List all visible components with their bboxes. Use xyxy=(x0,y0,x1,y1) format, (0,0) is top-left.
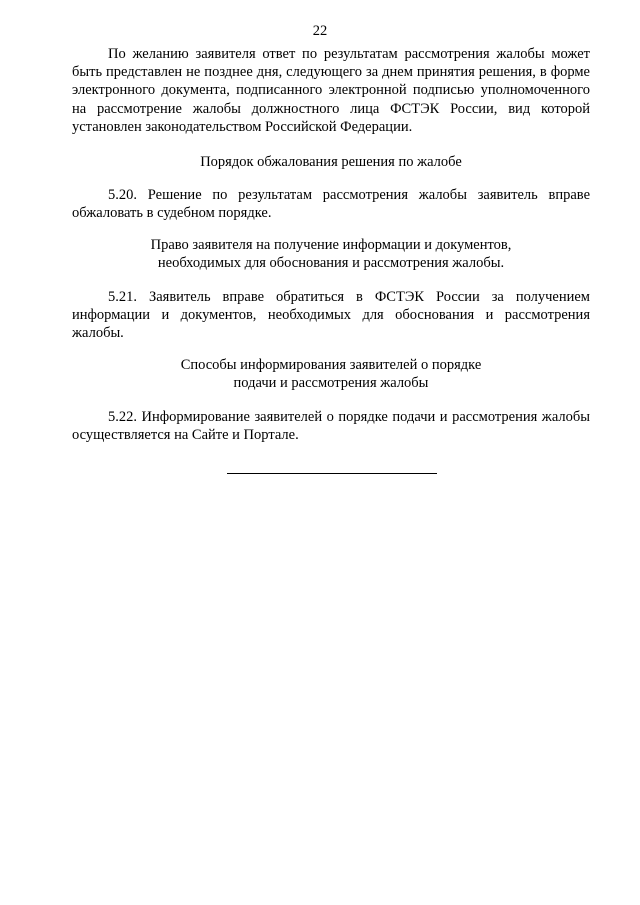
section-heading-informing-methods xyxy=(72,356,590,392)
paragraph-5-20: 5.20. Решение по результатам рассмотрения жалобы заявитель вправе обжаловать в судебном порядке. xyxy=(72,187,590,222)
heading-line: Право заявителя на получение информации и документов, xyxy=(150,237,512,253)
page-number: 22 xyxy=(312,23,328,39)
section-heading-right-to-information xyxy=(72,236,590,272)
section-heading-appeal-procedure: Порядок обжалования решения по жалобе xyxy=(200,154,462,170)
heading-line: Способы информирования заявителей о порядке xyxy=(180,357,482,373)
end-divider-line xyxy=(227,473,437,474)
heading-line: подачи и рассмотрения жалобы xyxy=(233,375,429,392)
paragraph-5-21: 5.21. Заявитель вправе обратиться в ФСТЭК России за получением информации и документов, необходимых для обоснования и рассмотрения жалобы. xyxy=(72,289,590,342)
heading-line: необходимых для обоснования и рассмотрения жалобы. xyxy=(157,255,505,272)
paragraph-response-electronic: По желанию заявителя ответ по результатам рассмотрения жалобы может быть представлен не позднее дня, следующего за днем принятия решения, в форме электронного документа, подписанного электронной подписью уполномоченного на рассмотрение жалобы должностного лица ФСТЭК России, вид которой установлен законодательством Российской Федерации. xyxy=(72,46,590,135)
paragraph-5-22: 5.22. Информирование заявителей о порядке подачи и рассмотрения жалобы осуществляется на Сайте и Портале. xyxy=(72,409,590,444)
